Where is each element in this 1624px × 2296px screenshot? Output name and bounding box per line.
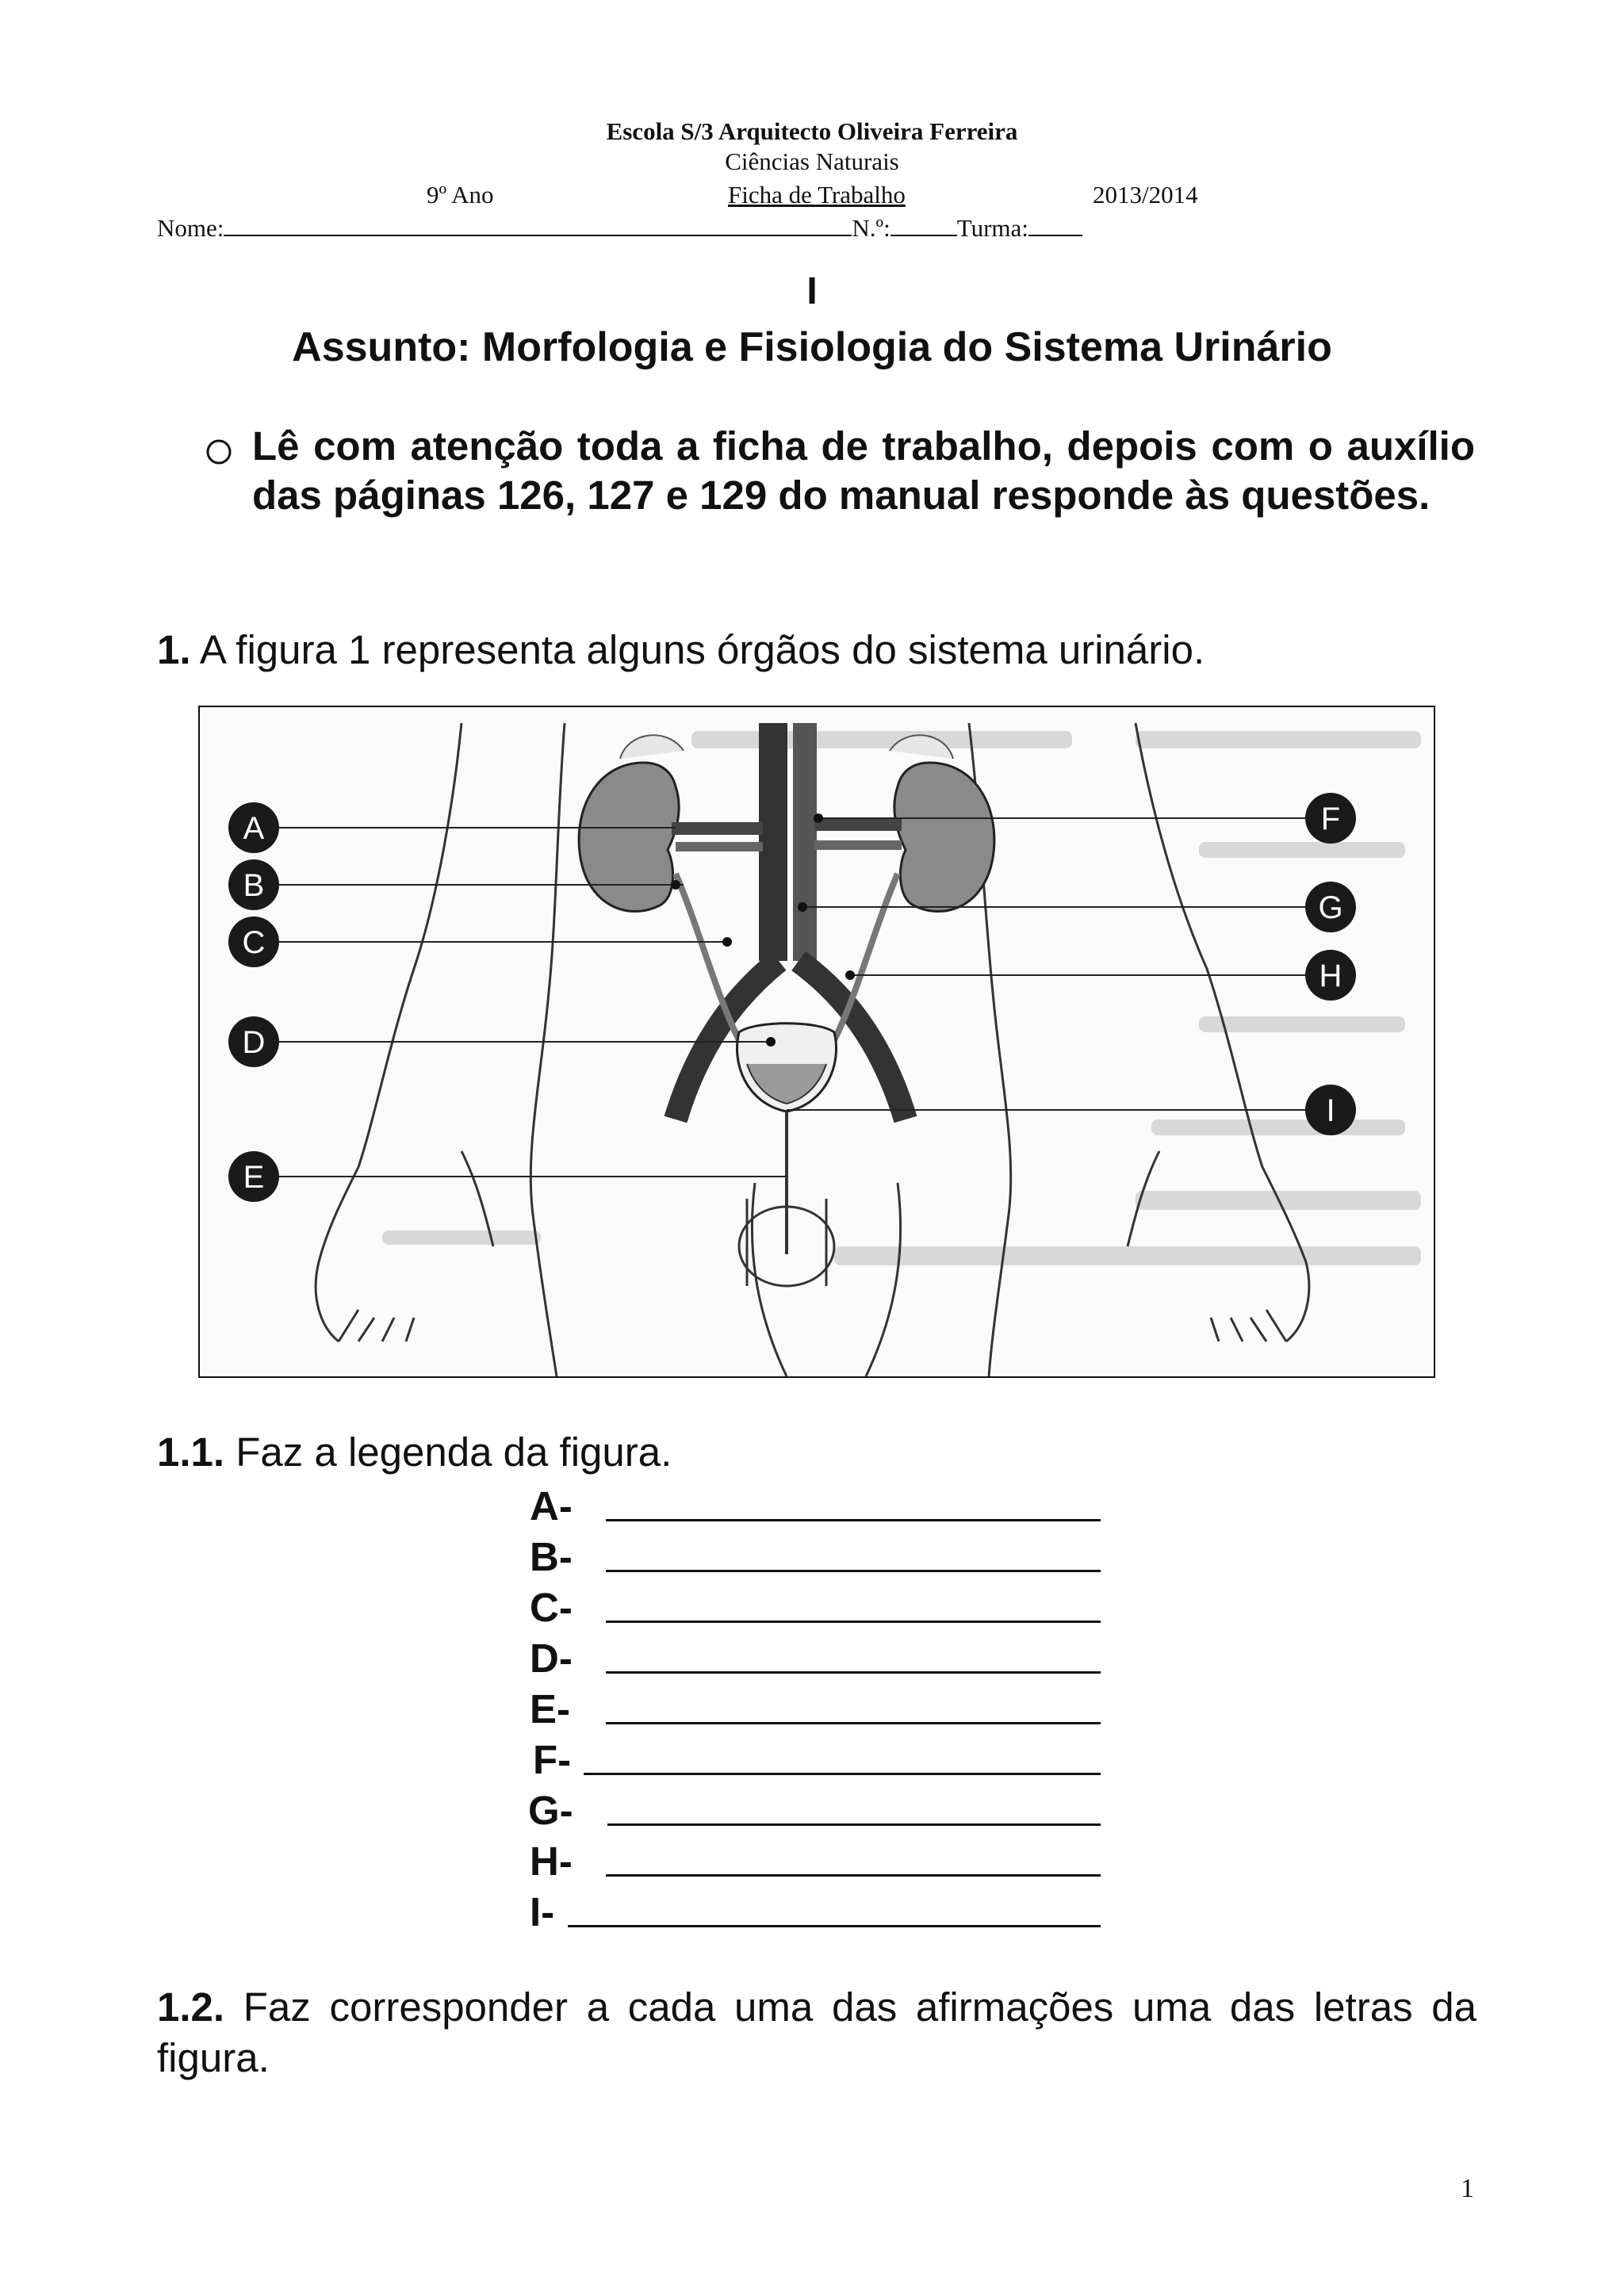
- academic-year: 2013/2014: [1093, 181, 1198, 209]
- answer-line-b[interactable]: [606, 1570, 1101, 1572]
- answer-row-d: [530, 1635, 573, 1682]
- answer-label-i: I-: [530, 1889, 555, 1934]
- bullet-circle-icon: [203, 436, 235, 468]
- subject-name: Ciências Naturais: [725, 147, 899, 175]
- answer-row-i: [530, 1888, 554, 1936]
- answer-label-d: D-: [530, 1636, 573, 1681]
- question-1-1-text: Faz a legenda da figura.: [224, 1429, 672, 1475]
- school-name: Escola S/3 Arquitecto Oliveira Ferreira: [606, 117, 1018, 145]
- right-kidney: [894, 763, 994, 912]
- question-1-2: [157, 1982, 1477, 2084]
- page-title: Assunto: Morfologia e Fisiologia do Sistema Urinário: [292, 324, 1332, 370]
- number-field[interactable]: [891, 214, 957, 236]
- label-f: F: [1320, 802, 1341, 836]
- answer-label-e: E-: [530, 1686, 570, 1732]
- label-a: A: [243, 811, 265, 846]
- leader-lines: [275, 818, 1306, 1177]
- question-1-number: 1.: [157, 627, 191, 672]
- section-numeral: I: [806, 270, 818, 312]
- answer-line-g[interactable]: [607, 1823, 1101, 1826]
- question-1-1-number: 1.1.: [157, 1429, 225, 1475]
- answer-row-a: [530, 1483, 573, 1530]
- answer-row-g: [528, 1787, 573, 1835]
- answer-row-h: [530, 1838, 573, 1885]
- urinary-system-illustration: [200, 707, 1434, 1376]
- answer-line-h[interactable]: [606, 1874, 1101, 1877]
- vena-cava: [759, 723, 787, 961]
- class-field[interactable]: [1028, 214, 1082, 236]
- label-d: D: [242, 1025, 266, 1060]
- answer-row-b: [530, 1533, 573, 1581]
- answer-label-a: A-: [530, 1483, 573, 1529]
- answer-row-e: [530, 1686, 570, 1733]
- answer-label-g: G-: [528, 1788, 573, 1833]
- school-year: 9º Ano: [427, 181, 494, 209]
- answer-line-c[interactable]: [606, 1621, 1101, 1623]
- urinary-system-figure: [198, 706, 1435, 1378]
- name-field[interactable]: [224, 214, 852, 236]
- instruction-text: Lê com atenção toda a ficha de trabalho, depois com o auxílio das páginas 126, 127 e 129 do manual responde às questões.: [252, 423, 1475, 518]
- question-1-2-number: 1.2.: [157, 1984, 225, 2030]
- label-c: C: [242, 925, 266, 960]
- answer-label-h: H-: [530, 1839, 573, 1884]
- answer-label-f: F-: [533, 1737, 572, 1782]
- answer-label-c: C-: [530, 1585, 573, 1630]
- answer-line-d[interactable]: [606, 1671, 1101, 1674]
- answer-row-c: [530, 1584, 573, 1632]
- question-1-1: [157, 1429, 672, 1475]
- label-h: H: [1319, 959, 1342, 993]
- label-i: I: [1326, 1093, 1335, 1128]
- answer-line-f[interactable]: [584, 1773, 1101, 1775]
- answer-line-e[interactable]: [606, 1722, 1101, 1724]
- answer-label-b: B-: [530, 1534, 573, 1579]
- student-fields: [157, 214, 1082, 243]
- answer-line-a[interactable]: [606, 1519, 1101, 1521]
- name-label: Nome:: [157, 214, 224, 242]
- label-e: E: [243, 1160, 265, 1195]
- sheet-type: Ficha de Trabalho: [728, 181, 906, 209]
- label-g: G: [1318, 890, 1343, 925]
- left-kidney: [579, 763, 679, 912]
- page-number: 1: [1461, 2174, 1474, 2203]
- label-b: B: [243, 868, 265, 903]
- number-label: N.º:: [852, 214, 891, 242]
- left-labels: [228, 802, 279, 1202]
- aorta: [793, 723, 817, 961]
- question-1-text: A figura 1 representa alguns órgãos do sistema urinário.: [190, 627, 1205, 672]
- answer-row-f: [533, 1736, 571, 1784]
- question-1: [157, 626, 1205, 673]
- question-1-2-text: Faz corresponder a cada uma das afirmações uma das letras da figura.: [157, 1984, 1477, 2080]
- answer-line-i[interactable]: [568, 1925, 1101, 1927]
- class-label: Turma:: [956, 214, 1028, 242]
